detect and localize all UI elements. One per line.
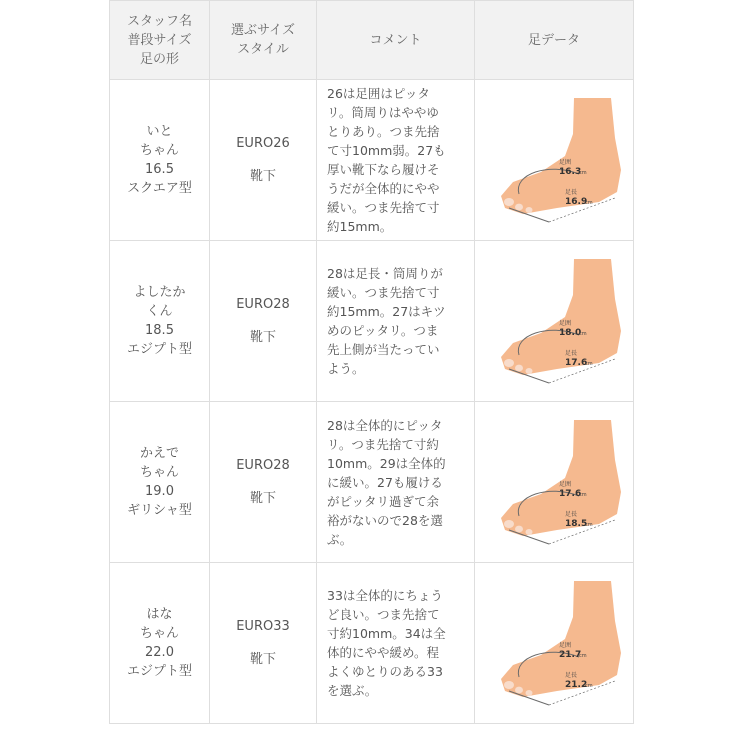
toe-nail [526, 368, 533, 374]
toe-nail [504, 198, 514, 206]
toe-nail [515, 526, 523, 533]
toe-nail [515, 687, 523, 694]
foot-data-cell [475, 241, 634, 402]
foot-illustration [479, 251, 629, 391]
staff-cell: かえで ちゃん 19.0 ギリシャ型 [110, 402, 210, 563]
length-value: 18.5 [565, 519, 588, 529]
header-size: 選ぶサイズ スタイル [210, 1, 317, 80]
comment-cell: 26は足囲はピッタ リ。筒周りはややゆ とりあり。つま先捨 て寸10mm弱。27も 厚い靴下なら履けそ うだが全体的にやや 緩い。つま先捨て寸 約15mm。 [317, 80, 475, 241]
svg-text:cm: cm [579, 331, 587, 337]
comment-cell: 33は全体的にちょう ど良い。つま先捨て 寸約10mm。34は全 体的にやや緩め。程 よくゆとりのある33 を選ぶ。 [317, 563, 475, 724]
foot-data-cell [475, 80, 634, 241]
svg-text:cm: cm [585, 200, 593, 206]
girth-label: 足囲 [559, 481, 572, 488]
svg-text:cm: cm [579, 653, 587, 659]
length-label: 足長 [565, 189, 578, 196]
length-label: 足長 [565, 511, 578, 518]
girth-label: 足囲 [559, 159, 572, 166]
girth-label: 足囲 [559, 320, 572, 327]
size-table [109, 0, 634, 724]
toe-nail [526, 690, 533, 696]
toe-nail [504, 359, 514, 367]
foot-data-cell [475, 402, 634, 563]
toe-nail [526, 529, 533, 535]
comment-cell: 28は足長・筒周りが 緩い。つま先捨て寸 約15mm。27はキツ めのピッタリ。つま 先上側が当たってい よう。 [317, 241, 475, 402]
toe-nail [526, 207, 533, 213]
staff-cell: いと ちゃん 16.5 スクエア型 [110, 80, 210, 241]
foot-shape [501, 581, 621, 697]
girth-label: 足囲 [559, 642, 572, 649]
svg-text:cm: cm [585, 683, 593, 689]
girth-value: 17.6 [559, 489, 582, 499]
foot-shape [501, 259, 621, 375]
foot-shape [501, 98, 621, 214]
header-foot: 足データ [475, 1, 634, 80]
girth-value: 21.7 [559, 650, 582, 660]
foot-illustration [479, 412, 629, 552]
size-cell: EURO28 靴下 [210, 241, 317, 402]
svg-text:cm: cm [585, 361, 593, 367]
foot-data-cell [475, 563, 634, 724]
foot-illustration [479, 90, 629, 230]
header-staff: スタッフ名 普段サイズ 足の形 [110, 1, 210, 80]
header-comment: コメント [317, 1, 475, 80]
svg-text:cm: cm [579, 492, 587, 498]
foot-illustration [479, 573, 629, 713]
table-row [110, 80, 634, 241]
comment-cell: 28は全体的にピッタ リ。つま先捨て寸約 10mm。29は全体的 に緩い。27も履ける がピッタリ過ぎて余 裕がないので28を選 ぶ。 [317, 402, 475, 563]
toe-nail [515, 365, 523, 372]
svg-text:cm: cm [585, 522, 593, 528]
foot-shape [501, 420, 621, 536]
header-row [110, 1, 634, 80]
girth-value: 16.3 [559, 167, 582, 177]
table-row [110, 402, 634, 563]
staff-cell: はな ちゃん 22.0 エジプト型 [110, 563, 210, 724]
toe-nail [515, 204, 523, 211]
staff-cell: よしたか くん 18.5 エジプト型 [110, 241, 210, 402]
size-cell: EURO28 靴下 [210, 402, 317, 563]
svg-text:cm: cm [579, 170, 587, 176]
length-value: 17.6 [565, 358, 588, 368]
length-label: 足長 [565, 350, 578, 357]
length-value: 16.9 [565, 197, 588, 207]
length-label: 足長 [565, 672, 578, 679]
toe-nail [504, 520, 514, 528]
size-comparison-sheet [109, 0, 633, 724]
size-cell: EURO33 靴下 [210, 563, 317, 724]
table-row [110, 563, 634, 724]
length-value: 21.2 [565, 680, 588, 690]
girth-value: 18.0 [559, 328, 582, 338]
table-row [110, 241, 634, 402]
size-cell: EURO26 靴下 [210, 80, 317, 241]
toe-nail [504, 681, 514, 689]
